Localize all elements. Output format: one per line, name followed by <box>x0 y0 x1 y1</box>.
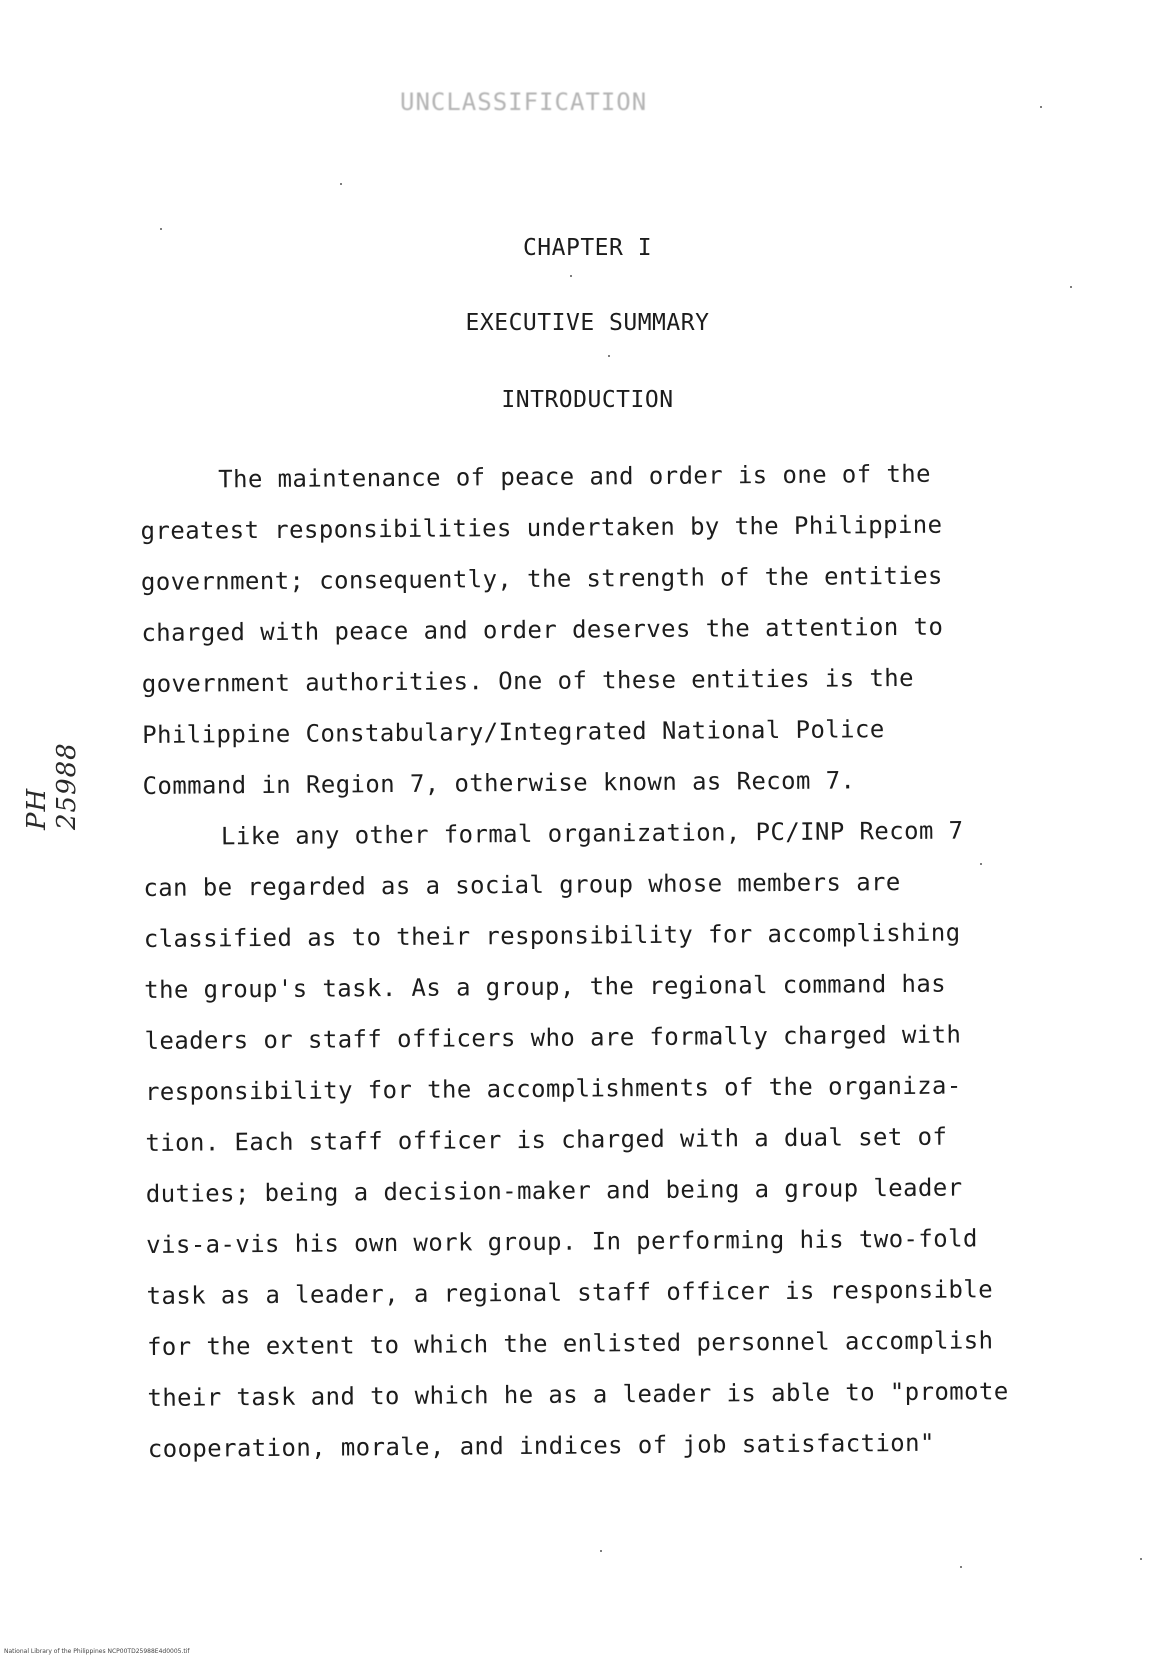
section-heading: EXECUTIVE SUMMARY <box>465 310 710 336</box>
scan-speck <box>980 863 982 865</box>
paragraph-1-line-5: government authorities. One of these entities is the <box>141 663 915 698</box>
paragraph-2-line-5: leaders or staff officers who are formally charged with <box>144 1020 962 1055</box>
scan-speck <box>1040 106 1042 108</box>
body-text <box>140 448 1068 1475</box>
scan-speck <box>1140 1558 1142 1560</box>
scan-speck <box>570 275 572 277</box>
chapter-heading: CHAPTER I <box>522 235 653 261</box>
paragraph-2-line-2: can be regarded as a social group whose members are <box>143 868 901 902</box>
scan-speck <box>1070 286 1072 288</box>
scan-footer: National Library of the Philippines NCP00TD25988E4d0005.tif <box>4 1648 190 1655</box>
paragraph-2-line-6: responsibility for the accomplishments of the organiza- <box>144 1071 962 1106</box>
paragraph-2-line-7: tion. Each staff officer is charged with a dual set of <box>145 1122 948 1157</box>
paragraph-1-line-4: charged with peace and order deserves the attention to <box>141 612 944 647</box>
scan-speck <box>600 1550 602 1552</box>
paragraph-2-line-4: the group's task. As a group, the regional command has <box>144 969 947 1004</box>
scan-speck <box>340 183 342 185</box>
paragraph-2-line-11: for the extent to which the enlisted personnel accomplish <box>146 1326 994 1361</box>
paragraph-2-line-12: their task and to which he as a leader is able to "promote <box>147 1377 1009 1412</box>
faded-classification-stamp: UNCLASSIFICATION <box>400 88 648 116</box>
paragraph-2-line-13: cooperation, morale, and indices of job satisfaction" <box>147 1428 935 1463</box>
paragraph-1-line-7: Command in Region 7, otherwise known as Recom 7. <box>142 766 856 800</box>
paragraph-2-line-3: classified as to their responsibility for accomplishing <box>143 918 961 953</box>
paragraph-1-line-3: government; consequently, the strength of the entities <box>140 561 943 596</box>
paragraph-2-line-9: vis-a-vis his own work group. In performing his two-fold <box>146 1224 978 1259</box>
subsection-heading: INTRODUCTION <box>501 387 674 413</box>
scan-speck <box>608 355 610 357</box>
paragraph-2-line-8: duties; being a decision-maker and being a group leader <box>145 1173 963 1208</box>
scan-speck <box>160 228 162 230</box>
paragraph-1-line-1: The maintenance of peace and order is one of the <box>218 459 932 494</box>
paragraph-2-line-1: Like any other formal organization, PC/INP Recom 7 <box>220 816 964 851</box>
paragraph-1-line-2: greatest responsibilities undertaken by the Philippine <box>140 510 943 545</box>
paragraph-1-line-6: Philippine Constabulary/Integrated National Police <box>142 715 885 749</box>
paragraph-2-line-10: task as a leader, a regional staff officer is responsible <box>146 1275 994 1310</box>
handwritten-margin-annotation: PH 25988 <box>22 742 82 830</box>
scan-speck <box>960 1566 962 1568</box>
